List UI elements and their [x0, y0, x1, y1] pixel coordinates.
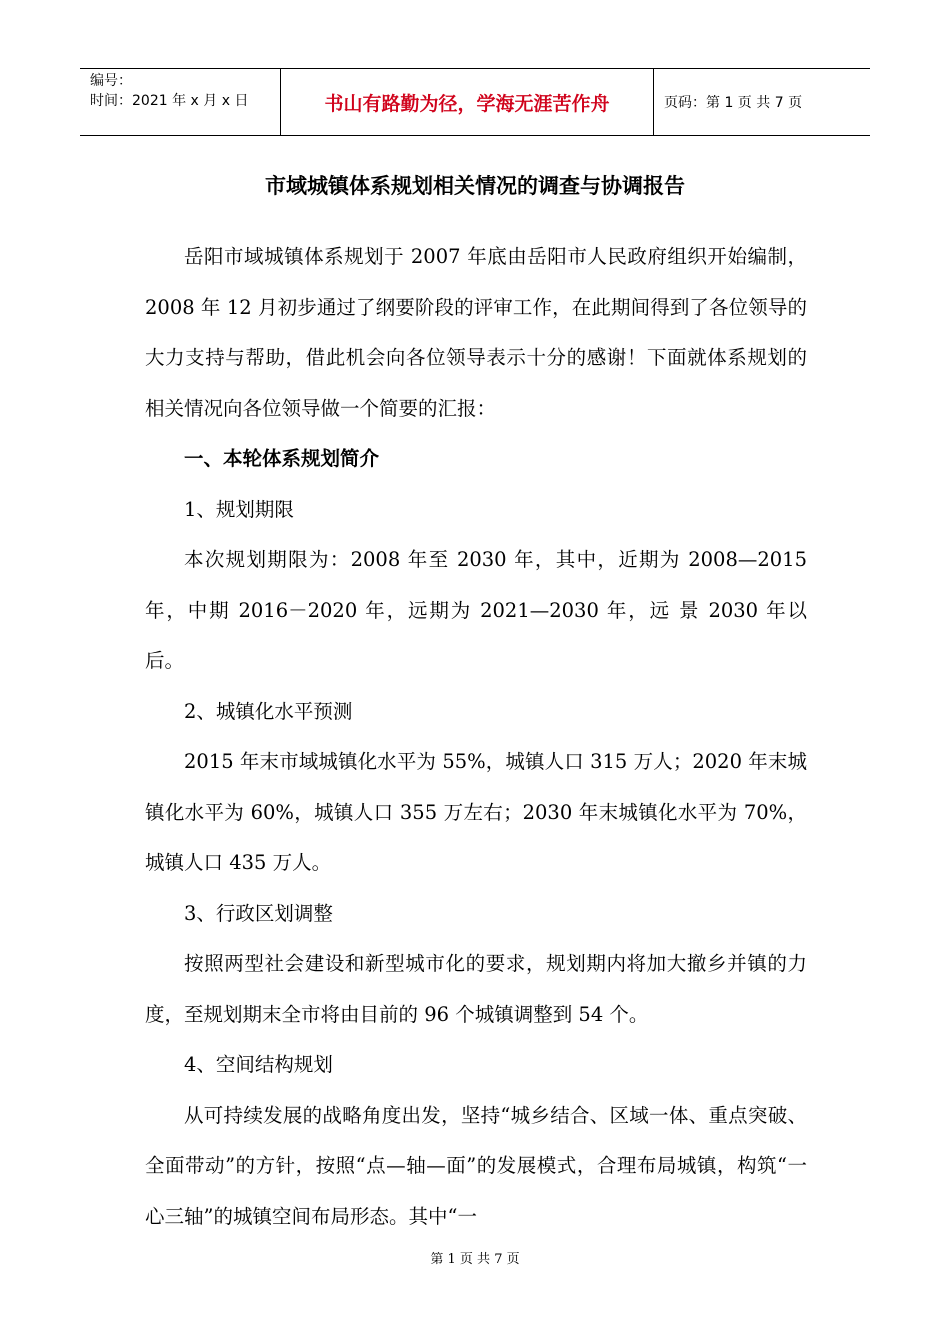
header-meta [80, 69, 281, 135]
number-label: 编号： [90, 73, 132, 89]
time-label: 时间：2021 年 x 月 x 日 [90, 93, 249, 109]
subheading-admin-division: 3、行政区划调整 [184, 901, 333, 925]
paragraph-urbanization: 2015 年末市域城镇化水平为 55%，城镇人口 315 万人；2020 年末城镇化水平为 60%，城镇人口 355 万左右；2030 年末城镇化水平为 70%，城镇人口 435 万人。 [145, 750, 807, 874]
subheading-urbanization: 2、城镇化水平预测 [184, 699, 353, 723]
paragraph-spatial-structure: 从可持续发展的战略角度出发，坚持“城乡结合、区域一体、重点突破、全面带动”的方针，按照“点—轴—面”的发展模式，合理布局城镇，构筑“一心三轴”的城镇空间布局形态。其中“一 [145, 1103, 807, 1228]
page-footer: 第 1 页 共 7 页 [430, 1252, 520, 1267]
document-body [145, 232, 807, 1242]
paragraph-intro: 岳阳市域城镇体系规划于 2007 年底由岳阳市人民政府组织开始编制，2008 年 12 月初步通过了纲要阶段的评审工作，在此期间得到了各位领导的大力支持与帮助，借此机会向各位领导表示十分的感谢！下面就体系规划的相关情况向各位领导做一个简要的汇报： [145, 245, 807, 420]
paragraph-admin-division: 按照两型社会建设和新型城市化的要求，规划期内将加大撤乡并镇的力度，至规划期末全市将由目前的 96 个城镇调整到 54 个。 [145, 952, 807, 1026]
header-page-label: 页码：第 1 页 共 7 页 [664, 95, 803, 111]
subheading-period: 1、规划期限 [184, 497, 294, 521]
subheading-spatial-structure: 4、空间结构规划 [184, 1053, 333, 1076]
document-header [80, 68, 870, 136]
section-heading: 一、本轮体系规划简介 [184, 447, 380, 470]
header-motto: 书山有路勤为径，学海无涯苦作舟 [281, 69, 654, 135]
document-title: 市域城镇体系规划相关情况的调查与协调报告 [265, 174, 685, 198]
paragraph-period: 本次规划期限为：2008 年至 2030 年，其中，近期为 2008—2015 年，中期 2016－2020 年，远期为 2021—2030 年，远 景 2030 年以后。 [145, 548, 807, 672]
